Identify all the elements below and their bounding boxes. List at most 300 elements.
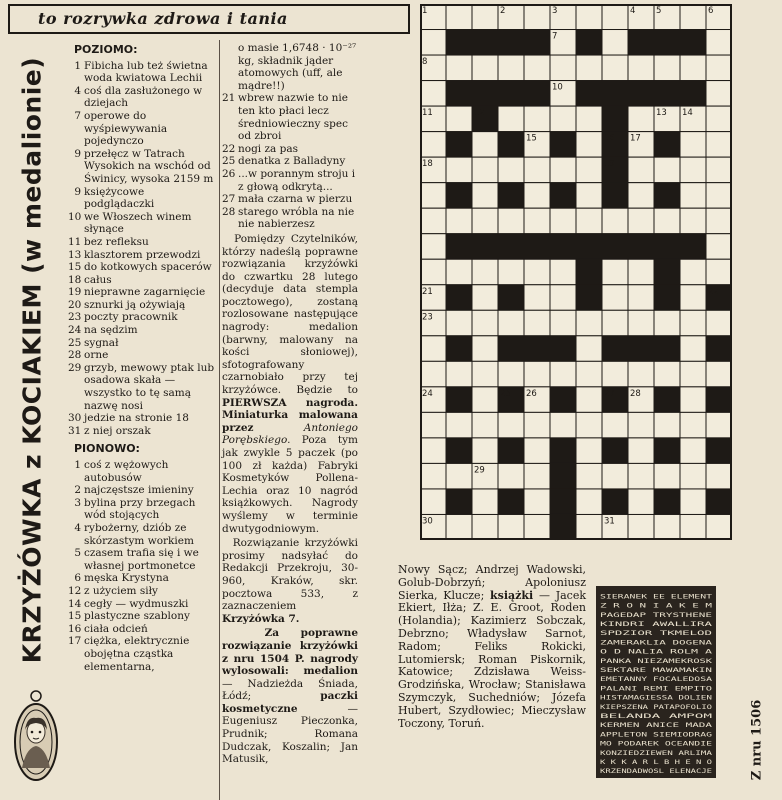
across-clue	[68, 110, 216, 148]
clue-number: 28	[222, 205, 236, 218]
grid-cell-white[interactable]	[446, 463, 472, 489]
grid-cell-white[interactable]	[602, 30, 628, 56]
clue-text: księżycowe podglądaczki	[84, 185, 155, 211]
thumbnail-line: KONZIEDZIEWEN ARLIMA	[600, 748, 713, 757]
grid-cell-white[interactable]	[498, 310, 524, 336]
grid-cell-black	[524, 81, 550, 107]
grid-cell-white[interactable]	[706, 183, 732, 209]
grid-cell-white[interactable]	[420, 183, 446, 209]
grid-cell-white[interactable]	[680, 412, 706, 438]
clue-number: 15	[68, 261, 82, 274]
across-clue	[68, 349, 216, 362]
grid-cell-white[interactable]	[654, 310, 680, 336]
across-clue	[68, 249, 216, 262]
clue-number: 22	[222, 142, 236, 155]
down-clue	[68, 635, 216, 673]
grid-cell-white[interactable]	[472, 55, 498, 81]
grid-cell-white[interactable]	[472, 336, 498, 362]
medallion-icon	[12, 688, 60, 784]
grid-cell-white[interactable]	[576, 514, 602, 540]
clue-text: Fibicha lub też świetna woda kwiatowa Lechii	[84, 59, 208, 85]
across-clue	[68, 324, 216, 337]
grid-cell-black	[446, 387, 472, 413]
grid-cell-white[interactable]	[576, 387, 602, 413]
grid-cell-white[interactable]	[680, 259, 706, 285]
grid-cell-white[interactable]	[576, 106, 602, 132]
vertical-title-text: KRZYŻÓWKA z KOCIAKIEM (w medalionie)	[17, 56, 47, 664]
grid-cell-white[interactable]	[628, 183, 654, 209]
grid-cell-white[interactable]	[524, 489, 550, 515]
grid-cell-white[interactable]	[680, 336, 706, 362]
grid-cell-white[interactable]	[472, 183, 498, 209]
clue-number: 9	[74, 185, 81, 198]
grid-cell-white[interactable]	[628, 106, 654, 132]
grid-cell-white[interactable]	[498, 106, 524, 132]
grid-cell-white[interactable]	[602, 361, 628, 387]
clue-number: 1	[74, 459, 81, 471]
grid-cell-black	[602, 106, 628, 132]
thumbnail-line: KIEPSZENA PATAPOFOLIO	[600, 702, 713, 711]
grid-cell-white[interactable]	[550, 157, 576, 183]
grid-cell-white[interactable]	[706, 106, 732, 132]
grid-cell-black	[472, 81, 498, 107]
grid-cell-white[interactable]	[680, 438, 706, 464]
clue-text: całus	[84, 273, 112, 286]
grid-cell-black	[498, 438, 524, 464]
grid-cell-white[interactable]	[420, 259, 446, 285]
grid-number: 18	[422, 159, 433, 170]
clue-text: operowe do wyśpiewywania pojedynczo	[84, 109, 168, 148]
clue-number: 25	[222, 155, 236, 168]
grid-number: 7	[552, 31, 558, 42]
clue-text: sznurki ją ożywiają	[84, 298, 186, 311]
across-clue	[68, 311, 216, 324]
grid-cell-white[interactable]	[524, 55, 550, 81]
grid-cell-white[interactable]	[498, 259, 524, 285]
grid-cell-white[interactable]	[680, 4, 706, 30]
across-clue	[68, 274, 216, 287]
grid-cell-white[interactable]	[706, 412, 732, 438]
grid-cell-black	[550, 132, 576, 158]
packages-winners: — Eugeniusz Pieczonka, Prudnik; Romana Dudczak, Koszalin; Jan Matusik,	[222, 702, 358, 766]
grid-cell-white[interactable]	[420, 412, 446, 438]
grid-cell-white[interactable]	[524, 361, 550, 387]
grid-cell-white[interactable]	[602, 310, 628, 336]
grid-cell-white[interactable]	[654, 514, 680, 540]
medalion-winner: — Nadzieżda Śniada, Łódź;	[222, 677, 358, 703]
grid-cell-white[interactable]	[628, 361, 654, 387]
grid-cell-black	[498, 183, 524, 209]
grid-cell-white[interactable]	[420, 438, 446, 464]
clue-text: jedzie na stronie 18	[84, 412, 189, 425]
grid-cell-white[interactable]	[472, 387, 498, 413]
grid-cell-white[interactable]	[706, 361, 732, 387]
grid-cell-black	[498, 30, 524, 56]
clue-number: 29	[68, 361, 82, 374]
grid-cell-white[interactable]	[680, 489, 706, 515]
grid-number: 31	[604, 516, 615, 527]
grid-cell-white[interactable]	[706, 259, 732, 285]
across-clue	[68, 148, 216, 186]
grid-cell-white[interactable]	[472, 361, 498, 387]
clue-number: 2	[74, 484, 81, 497]
grid-cell-white[interactable]	[498, 208, 524, 234]
grid-cell-white[interactable]	[446, 310, 472, 336]
grid-cell-black	[628, 336, 654, 362]
grid-number: 2	[500, 6, 506, 16]
clue-number: 6	[74, 572, 81, 585]
thumbnail-line: KERMEN ANICE MADA	[600, 721, 713, 730]
thumbnail-line: ZAMERAKLIA DOGENA	[600, 638, 713, 647]
grid-cell-black	[446, 30, 472, 56]
grid-cell-white[interactable]	[680, 55, 706, 81]
grid-cell-white[interactable]	[498, 157, 524, 183]
thumbnail-line: O D NALIA ROLM A	[600, 647, 713, 656]
grid-cell-white[interactable]	[654, 208, 680, 234]
clue-text: do kotkowych spacerów	[84, 261, 212, 274]
clue-number: 24	[68, 324, 82, 337]
grid-cell-white[interactable]	[680, 285, 706, 311]
grid-cell-white[interactable]	[550, 259, 576, 285]
grid-cell-black	[446, 336, 472, 362]
miniature-label: Miniaturka malowana przez	[222, 409, 358, 434]
grid-number: 30	[422, 516, 433, 527]
grid-cell-white[interactable]	[446, 208, 472, 234]
grid-number: 4	[630, 6, 636, 16]
grid-cell-white[interactable]	[628, 259, 654, 285]
grid-cell-white[interactable]	[680, 387, 706, 413]
grid-number: 3	[552, 6, 558, 16]
grid-cell-black	[498, 285, 524, 311]
grid-cell-white[interactable]	[472, 438, 498, 464]
grid-cell-white[interactable]	[680, 514, 706, 540]
grid-cell-white[interactable]	[706, 514, 732, 540]
thumbnail-line: K K K A R L B H E N O	[600, 758, 713, 767]
submission-mark: Krzyżówka 7.	[222, 612, 300, 625]
grid-number: 28	[630, 388, 641, 399]
grid-cell-black	[628, 234, 654, 260]
grid-cell-white[interactable]	[446, 412, 472, 438]
grid-cell-black	[498, 336, 524, 362]
grid-cell-black	[654, 438, 680, 464]
clue-number: 19	[68, 286, 82, 299]
grid-cell-white[interactable]	[550, 106, 576, 132]
grid-cell-white[interactable]	[576, 310, 602, 336]
grid-cell-white[interactable]	[498, 55, 524, 81]
grid-cell-white[interactable]	[420, 30, 446, 56]
grid-cell-white[interactable]	[706, 208, 732, 234]
grid-cell-black	[654, 30, 680, 56]
down-cont-clue	[222, 168, 358, 193]
down-cont-list	[222, 42, 358, 231]
down-clue	[68, 598, 216, 611]
grid-cell-white[interactable]	[446, 106, 472, 132]
across-clue	[68, 286, 216, 299]
grid-cell-white[interactable]	[550, 55, 576, 81]
grid-cell-black	[550, 489, 576, 515]
thumbnail-line: Z R O N I A K E M	[600, 601, 713, 610]
clue-text: czasem trafia się i we własnej portmonetce	[84, 547, 199, 572]
grid-cell-white[interactable]	[446, 361, 472, 387]
grid-cell-white[interactable]	[576, 463, 602, 489]
grid-cell-white[interactable]	[472, 4, 498, 30]
grid-cell-white[interactable]	[628, 157, 654, 183]
grid-cell-black	[602, 336, 628, 362]
clue-number: 21	[222, 92, 236, 105]
grid-number: 19	[604, 159, 615, 170]
grid-cell-white[interactable]	[680, 183, 706, 209]
grid-cell-white[interactable]	[628, 310, 654, 336]
grid-cell-white[interactable]	[498, 514, 524, 540]
grid-cell-white[interactable]	[602, 55, 628, 81]
grid-cell-white[interactable]	[576, 208, 602, 234]
down-clue	[68, 623, 216, 636]
grid-cell-white[interactable]	[602, 208, 628, 234]
grid-cell-black	[550, 514, 576, 540]
clue-text: ciała odcień	[84, 622, 148, 635]
grid-cell-white[interactable]	[576, 132, 602, 158]
across-heading: POZIOMO:	[74, 43, 138, 56]
clue-number: 25	[68, 336, 82, 349]
grid-cell-white[interactable]	[576, 157, 602, 183]
grid-cell-white[interactable]	[524, 106, 550, 132]
grid-cell-white[interactable]	[446, 157, 472, 183]
grid-cell-black	[706, 489, 732, 515]
grid-cell-white[interactable]	[472, 208, 498, 234]
clue-text: klasztorem przewodzi	[84, 248, 201, 261]
clue-number: 4	[74, 521, 81, 534]
grid-cell-white[interactable]	[472, 412, 498, 438]
header-banner	[8, 4, 410, 34]
grid-cell-black	[576, 259, 602, 285]
thumbnail-line: BELANDA AMPOM	[600, 712, 713, 721]
grid-number: 10	[552, 82, 563, 93]
grid-cell-black	[654, 183, 680, 209]
grid-cell-black	[602, 234, 628, 260]
grid-cell-white[interactable]	[628, 489, 654, 515]
thumbnail-line: SIERANEK EE ELEMENT	[600, 592, 713, 601]
grid-cell-white[interactable]	[420, 81, 446, 107]
grid-cell-white[interactable]	[628, 463, 654, 489]
clues-column-left	[68, 42, 216, 673]
grid-cell-white[interactable]	[628, 285, 654, 311]
grid-cell-white[interactable]	[524, 514, 550, 540]
grid-cell-white[interactable]	[524, 463, 550, 489]
across-clue	[68, 299, 216, 312]
grid-cell-white[interactable]	[550, 412, 576, 438]
grid-cell-white[interactable]	[576, 183, 602, 209]
grid-cell-white[interactable]	[524, 208, 550, 234]
grid-cell-black	[628, 81, 654, 107]
clue-number: 10	[68, 210, 82, 223]
grid-cell-white[interactable]	[550, 208, 576, 234]
grid-cell-white[interactable]	[524, 157, 550, 183]
submission-text: Rozwiązanie krzyżówki prosimy nadsyłać do Redakcji Przekroju, 30-960, Kraków, skr. pocztowa 533, z zaznaczeniem	[222, 537, 358, 613]
grid-cell-white[interactable]	[628, 55, 654, 81]
grid-cell-black	[446, 489, 472, 515]
clue-number: 26	[222, 167, 236, 180]
grid-cell-white[interactable]	[472, 259, 498, 285]
grid-cell-white[interactable]	[472, 310, 498, 336]
grid-cell-white[interactable]	[524, 183, 550, 209]
grid-number: 27	[604, 388, 615, 399]
grid-cell-white[interactable]	[602, 4, 628, 30]
grid-cell-black	[524, 30, 550, 56]
grid-cell-white[interactable]	[446, 55, 472, 81]
grid-cell-white[interactable]	[706, 310, 732, 336]
grid-cell-white[interactable]	[706, 81, 732, 107]
down-clue	[68, 497, 216, 522]
grid-cell-white[interactable]	[628, 438, 654, 464]
clue-number: 28	[68, 349, 82, 362]
header-text: to rozrywka zdrowa i tania	[38, 9, 288, 28]
grid-cell-black	[446, 438, 472, 464]
grid-cell-white[interactable]	[576, 4, 602, 30]
grid-number: 6	[708, 6, 714, 16]
grid-cell-white[interactable]	[524, 259, 550, 285]
grid-cell-white[interactable]	[498, 412, 524, 438]
medallion-illustration	[12, 688, 60, 784]
grid-cell-white[interactable]	[550, 310, 576, 336]
grid-cell-white[interactable]	[602, 285, 628, 311]
clue-number: 16	[68, 622, 82, 635]
down-clue	[68, 585, 216, 598]
previous-solution-thumbnail	[596, 586, 716, 778]
grid-cell-white[interactable]	[680, 132, 706, 158]
grid-cell-white[interactable]	[576, 361, 602, 387]
grid-cell-white[interactable]	[680, 310, 706, 336]
grid-cell-white[interactable]	[472, 285, 498, 311]
grid-cell-white[interactable]	[706, 132, 732, 158]
grid-cell-black	[680, 81, 706, 107]
across-clue	[68, 85, 216, 110]
grid-cell-white[interactable]	[654, 361, 680, 387]
grid-cell-black	[524, 336, 550, 362]
thumbnail-line: PANKA NIEZAMEKROSK	[600, 656, 713, 665]
clue-text: cegły — wydmuszki	[84, 597, 189, 610]
down-clue	[68, 572, 216, 585]
grid-cell-white[interactable]	[498, 463, 524, 489]
grid-cell-white[interactable]	[446, 259, 472, 285]
clue-text: ...w porannym stroju i z głową odkrytą...	[238, 167, 356, 193]
winners-list	[398, 564, 586, 730]
down-clue	[68, 610, 216, 623]
clue-number: 12	[68, 584, 82, 597]
grid-cell-white[interactable]	[576, 55, 602, 81]
across-clue	[68, 412, 216, 425]
grid-cell-white[interactable]	[680, 361, 706, 387]
grid-cell-white[interactable]	[472, 514, 498, 540]
grid-cell-white[interactable]	[550, 285, 576, 311]
medalion-label: medalion	[303, 665, 358, 678]
grid-cell-white[interactable]	[446, 4, 472, 30]
grid-number: 25	[500, 388, 511, 399]
grid-cell-white[interactable]	[550, 361, 576, 387]
grid-cell-white[interactable]	[524, 438, 550, 464]
grid-cell-white[interactable]	[524, 4, 550, 30]
grid-cell-white[interactable]	[524, 310, 550, 336]
grid-cell-white[interactable]	[680, 157, 706, 183]
grid-cell-black	[446, 132, 472, 158]
grid-cell-white[interactable]	[602, 412, 628, 438]
winners-text: Nowy Sącz; Andrzej Wadowski, Golub-Dobrzyń; Apoloniusz Sierka, Klucze;	[398, 563, 586, 602]
grid-cell-white[interactable]	[524, 285, 550, 311]
clue-number: 4	[74, 84, 81, 97]
grid-cell-black	[498, 489, 524, 515]
grid-cell-white[interactable]	[680, 208, 706, 234]
grid-cell-white[interactable]	[420, 234, 446, 260]
grid-cell-white[interactable]	[420, 489, 446, 515]
clue-number: 1	[74, 59, 81, 72]
previous-winners	[222, 627, 358, 766]
grid-cell-white[interactable]	[628, 208, 654, 234]
grid-cell-white[interactable]	[446, 514, 472, 540]
grid-cell-white[interactable]	[654, 412, 680, 438]
grid-cell-white[interactable]	[524, 412, 550, 438]
grid-cell-white[interactable]	[654, 463, 680, 489]
grid-cell-black	[654, 285, 680, 311]
grid-cell-white[interactable]	[602, 259, 628, 285]
clue-text: poczty pracownik	[84, 311, 178, 324]
grid-cell-white[interactable]	[706, 30, 732, 56]
grid-cell-white[interactable]	[706, 234, 732, 260]
grid-cell-white[interactable]	[576, 412, 602, 438]
down-clue	[68, 547, 216, 572]
down-clue	[68, 522, 216, 547]
clue-number: 31	[68, 424, 82, 437]
grid-cell-white[interactable]	[420, 132, 446, 158]
down-cont-clue	[222, 193, 358, 206]
grid-cell-black	[550, 234, 576, 260]
grid-cell-white[interactable]	[420, 361, 446, 387]
clue-text: grzyb, mewowy ptak lub osadowa skała — wszystko to tę samą nazwę nosi	[84, 361, 215, 412]
grid-cell-white[interactable]	[420, 336, 446, 362]
grid-cell-white[interactable]	[576, 336, 602, 362]
crossword-grid[interactable]	[420, 4, 732, 540]
grid-cell-white[interactable]	[654, 55, 680, 81]
clue-text: na sędzim	[84, 324, 138, 337]
grid-cell-white[interactable]	[576, 489, 602, 515]
grid-cell-white[interactable]	[680, 463, 706, 489]
thumbnail-line: KRZENDADWOSL ELENACJE	[600, 767, 713, 776]
clue-number: 18	[68, 273, 82, 286]
clue-text: ciężka, elektrycznie obojętna cząstka elementarna,	[84, 635, 190, 673]
grid-number: 24	[422, 388, 433, 399]
grid-cell-white[interactable]	[706, 463, 732, 489]
grid-cell-white[interactable]	[628, 514, 654, 540]
grid-cell-white[interactable]	[576, 438, 602, 464]
grid-cell-black	[550, 336, 576, 362]
grid-cell-white[interactable]	[706, 157, 732, 183]
grid-cell-white[interactable]	[628, 412, 654, 438]
submission-info	[222, 537, 358, 625]
grid-cell-white[interactable]	[420, 208, 446, 234]
across-clue	[68, 186, 216, 211]
grid-cell-white[interactable]	[472, 489, 498, 515]
grid-cell-white[interactable]	[420, 463, 446, 489]
grid-cell-white[interactable]	[472, 132, 498, 158]
grid-number: 15	[526, 133, 537, 144]
clue-text: męska Krystyna	[84, 572, 169, 585]
clue-text: sygnał	[84, 336, 119, 349]
grid-cell-white[interactable]	[602, 463, 628, 489]
clue-text: najczęstsze imieniny	[84, 484, 194, 497]
grid-cell-white[interactable]	[498, 361, 524, 387]
grid-cell-white[interactable]	[654, 157, 680, 183]
grid-number: 1	[422, 6, 428, 16]
grid-cell-white[interactable]	[706, 55, 732, 81]
grid-cell-white[interactable]	[472, 157, 498, 183]
